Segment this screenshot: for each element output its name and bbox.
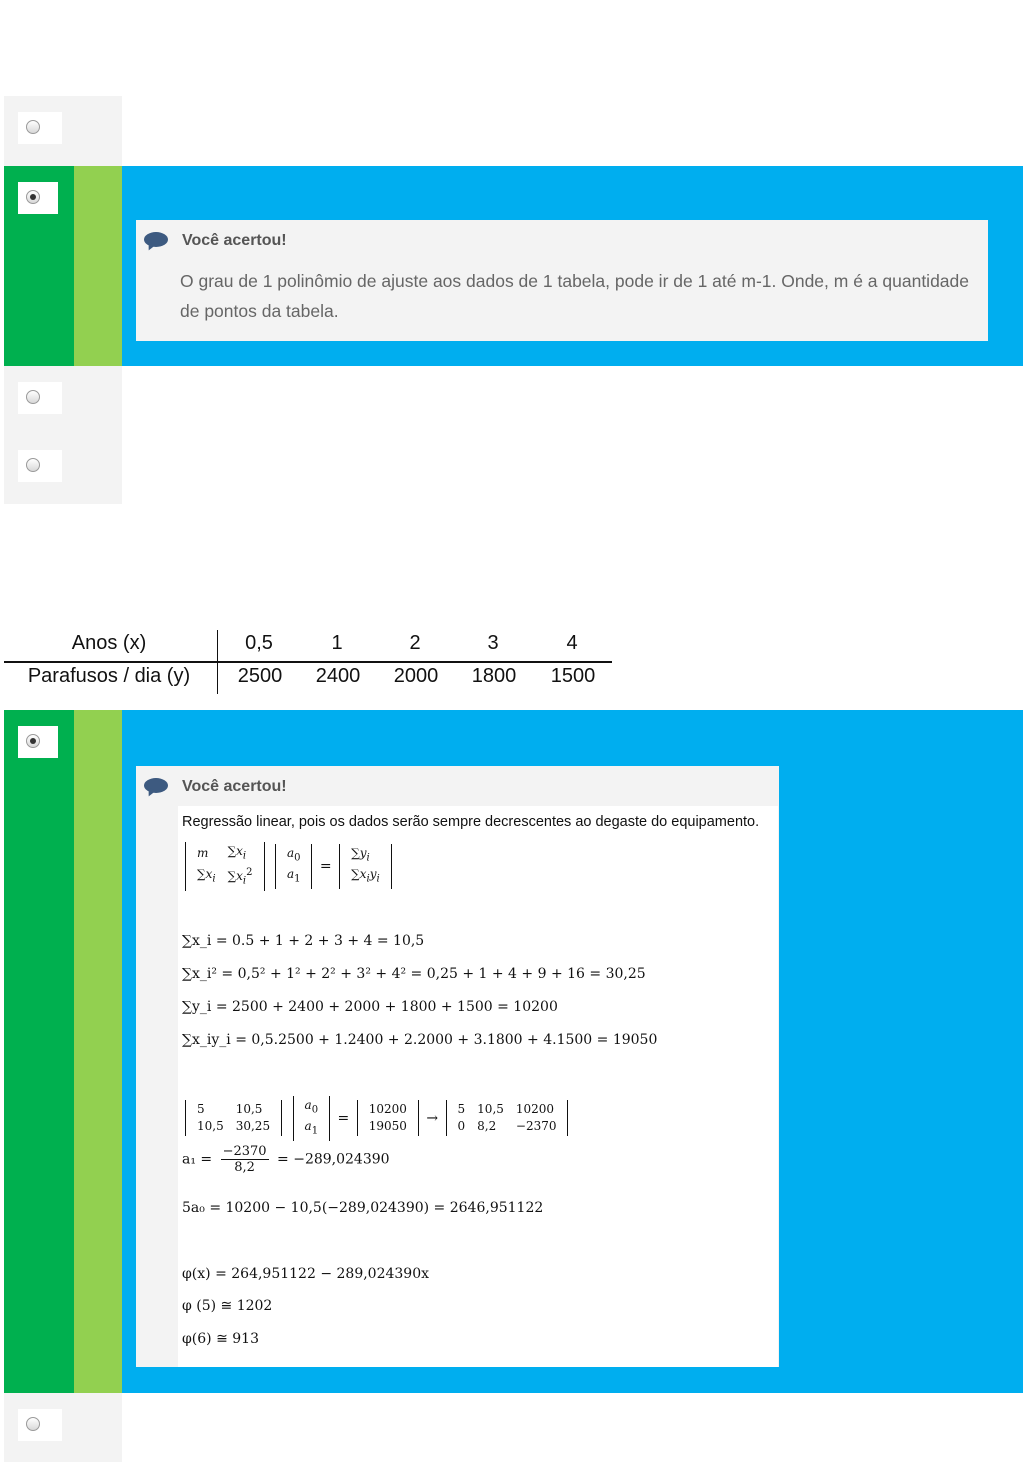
sum-y-equation: ∑y_i = 2500 + 2400 + 2000 + 1800 + 1500 = 10200	[182, 999, 558, 1015]
radio-button[interactable]	[26, 120, 40, 134]
radio-button-checked[interactable]	[26, 190, 40, 204]
radio-container	[18, 182, 58, 214]
phi-5-equation: φ (5) ≅ 1202	[182, 1298, 273, 1314]
speech-bubble-icon	[144, 232, 168, 250]
x-value: 4	[566, 632, 578, 654]
phi-6-equation: φ(6) ≅ 913	[182, 1331, 259, 1347]
radio-container	[18, 112, 62, 144]
augmented-matrix: 5 10,5 10,5 30,25 $a_0$ $a_1 = 10200$ 19050 → 5 10,5 10200 0 8,2 −2370	[182, 1096, 571, 1141]
table-row-x	[4, 630, 614, 662]
normal-equations-matrix: m $\sum x_i$ $\sum x_i$ $\sum x_i^2$ $a_0$ $a_1 = \sum y_i$ $\sum x_iy_i$	[182, 842, 395, 891]
selected-indicator-bar	[74, 710, 122, 1393]
speech-bubble-icon	[144, 778, 168, 796]
radio-button[interactable]	[26, 390, 40, 404]
a1-numerator: −2370	[222, 1144, 267, 1159]
radio-container	[18, 450, 62, 482]
a1-result: = −289,024390	[277, 1151, 390, 1168]
answer-option-d[interactable]	[4, 434, 122, 504]
row-label-y: Parafusos / dia (y)	[27, 665, 191, 687]
selected-indicator-bar	[74, 166, 122, 366]
answer-option-next[interactable]	[4, 1393, 122, 1462]
sum-x-squared-equation: ∑x_i² = 0,5² + 1² + 2² + 3² + 4² = 0,25 + 1 + 4 + 9 + 16 = 30,25	[182, 966, 646, 982]
solution-math	[178, 806, 778, 1367]
y-value: 1800	[471, 665, 517, 687]
feedback-text: O grau de 1 polinômio de ajuste aos dados de 1 tabela, pode ir de 1 até m-1. Onde, m é a quantidade de pontos da tabela.	[180, 271, 970, 321]
a0-equation: 5a₀ = 10200 − 10,5(−289,024390) = 2646,951122	[182, 1200, 544, 1216]
feedback-box	[136, 766, 779, 1367]
a1-denominator: 8,2	[234, 1160, 255, 1175]
feedback-header	[144, 778, 287, 796]
radio-container	[18, 1409, 62, 1441]
answer-option-selected[interactable]	[4, 166, 1023, 366]
phi-equation: φ(x) = 264,951122 − 289,024390x	[182, 1266, 430, 1282]
solution-intro: Regressão linear, pois os dados serão sempre decrescentes ao degaste do equipamento.	[182, 814, 760, 830]
feedback-title: Você acertou!	[182, 778, 287, 795]
sum-x-equation: ∑x_i = 0.5 + 1 + 2 + 3 + 4 = 10,5	[182, 933, 425, 949]
x-value: 3	[487, 632, 499, 654]
feedback-box	[136, 220, 988, 341]
correct-indicator-bar	[4, 710, 74, 1393]
x-value: 0,5	[245, 632, 273, 654]
y-value: 2000	[393, 665, 439, 687]
a1-equation	[182, 1144, 390, 1175]
row-label-x: Anos (x)	[71, 632, 147, 654]
radio-container	[18, 382, 62, 414]
y-value: 2500	[237, 665, 283, 687]
feedback-title: Você acertou!	[182, 232, 287, 249]
a1-fraction	[221, 1144, 269, 1175]
y-value: 1500	[550, 665, 596, 687]
x-value: 2	[409, 632, 421, 654]
table-row-y	[4, 663, 614, 695]
x-value: 1	[331, 632, 343, 654]
sum-xy-equation: ∑x_iy_i = 0,5.2500 + 1.2400 + 2.2000 + 3.1800 + 4.1500 = 19050	[182, 1032, 658, 1048]
answer-option-a[interactable]	[4, 96, 122, 166]
radio-button-checked[interactable]	[26, 734, 40, 748]
radio-button[interactable]	[26, 1417, 40, 1431]
radio-button[interactable]	[26, 458, 40, 472]
feedback-header	[144, 232, 287, 250]
answer-option-c[interactable]	[4, 366, 122, 434]
y-value: 2400	[315, 665, 361, 687]
answer-option-selected-2[interactable]	[4, 710, 1023, 1393]
a1-label: a₁ =	[182, 1151, 213, 1168]
radio-container	[18, 726, 58, 758]
